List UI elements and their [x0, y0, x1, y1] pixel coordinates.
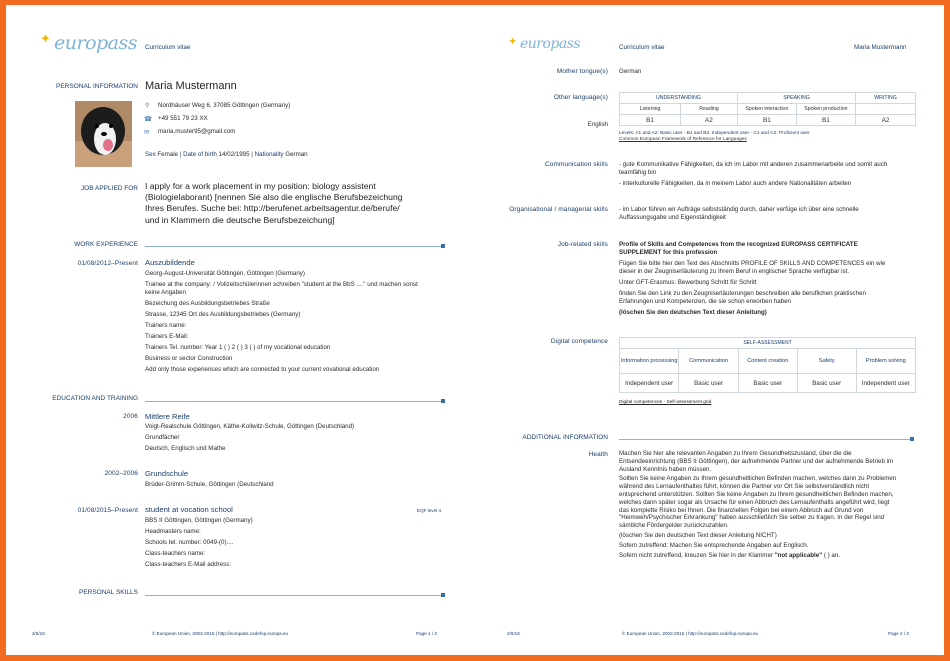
lang-level: B1 — [796, 115, 855, 126]
digital-self-assessment-link[interactable]: Digital competences - Self-assessment grid — [619, 400, 712, 405]
digital-level: Basic user — [797, 374, 856, 393]
job-related-line: finden Sie den Link zu den Zeugniserläuterungen beschreiben alle beruflichen praktischen — [619, 290, 866, 297]
digital-col-header: Information processing — [620, 349, 679, 374]
digital-level: Basic user — [738, 374, 797, 393]
education-details — [145, 517, 253, 569]
dob-label: Date of birth — [183, 151, 217, 158]
phone-text: +49 551 79 23 XX — [158, 115, 208, 122]
email-text[interactable]: maria.muster95@gmail.com — [158, 128, 236, 135]
other-languages-label: Other language(s) — [553, 94, 608, 101]
health-label: Health — [588, 451, 608, 458]
work-line: Georg-August-Universität Göttingen, Göttingen (Germany) — [145, 270, 305, 277]
work-line: Trainers E-Mail: — [145, 333, 189, 340]
digital-col-header: Safety — [797, 349, 856, 374]
job-related-line: Profile of Skills and Competences from the recognized EUROPASS CERTIFICATE — [619, 241, 858, 248]
lang-subheader — [856, 104, 916, 115]
organisational-line: - im Labor führen wir Aufträge selbstständig durch, daher verfüge ich über eine schnelle — [619, 206, 859, 213]
health-line: welches dann später sogar als Ursache für einen Abbruch des Lernaufenthalts angeführt wird, liegt — [619, 498, 890, 506]
section-rule — [145, 246, 441, 247]
language-note — [619, 131, 810, 143]
education-line: Voigt-Realschule Göttingen, Käthe-Kollwitz-Schule, Göttingen (Deutschland) — [145, 423, 355, 430]
phone-icon: ☎ — [144, 116, 153, 123]
education-date: 01/08/2015–Present — [77, 507, 138, 514]
work-date: 01/08/2012–Present — [77, 260, 138, 267]
organisational-skills-label: Organisational / managerial skills — [509, 206, 608, 213]
cv-page-1 — [6, 5, 476, 655]
personal-details-line — [145, 151, 308, 159]
health-line: das komplette Risiko bei Ihnen. Die finanziellen Folgen bei einem Abbruch auf Grund von — [619, 506, 864, 514]
lang-level: B1 — [620, 115, 681, 126]
digital-col-header: Problem solving — [856, 349, 915, 374]
education-date: 2002–2006 — [104, 470, 138, 477]
sex-label: Sex — [145, 151, 156, 158]
details-separator: | — [251, 151, 253, 158]
nationality-label: Nationality — [254, 151, 284, 158]
job-related-skills-label: Job-related skills — [557, 241, 608, 248]
section-marker-icon — [441, 244, 445, 248]
lang-subheader: Reading — [680, 104, 737, 115]
self-assessment-header: SELF-ASSESSMENT — [620, 338, 916, 349]
language-levels-note: Levels: A1 and A2: Basic user - B1 and B2: Independent user - C1 and C2: Proficient user — [619, 131, 810, 136]
profile-photo — [75, 101, 132, 167]
job-applied-line: (Biologielaborant) [nennen Sie also die englische Berufsbezeichung — [145, 192, 403, 203]
communication-line: teamfähig bin — [619, 169, 657, 176]
health-line: sämtliche Fördergelder zurückzuzahlen. — [619, 522, 729, 530]
job-applied-text — [145, 181, 403, 226]
work-line: Add only those experiences which are connected to your current vovational education — [145, 366, 380, 373]
lang-subheader: Spoken interaction — [737, 104, 796, 115]
communication-skills-text — [619, 161, 919, 188]
footer-page-number: Page 2 / 2 — [888, 631, 909, 636]
communication-line: - gute Kommunikative Fähigkeiten, da ich im Labor mit anderen zusammenarbeite und somit auch — [619, 161, 888, 168]
education-title: Mittlere Reife — [145, 412, 190, 421]
personal-skills-label: PERSONAL SKILLS — [78, 589, 138, 596]
job-related-line: dieser in der Zeugniserläuterung zu Ihrem Beruf in englischer Sprache verfügbar ist. — [619, 268, 850, 275]
lang-subheader: Spoken production — [796, 104, 855, 115]
job-related-line: SUPPLEMENT for this profession — [619, 249, 718, 256]
communication-skills-label: Communication skills — [544, 161, 608, 168]
doc-title: Curriculum vitae — [619, 44, 665, 51]
work-line: Strasse, 12345 Ort des Ausbildungsbetriebes (Germany) — [145, 311, 301, 318]
health-line: (löschen Sie den deutschen Text dieser Anleitung NICHT) — [619, 531, 777, 539]
footer-copyright[interactable]: © European Union, 2002-2015 | http://europass.cedefop.europa.eu — [622, 631, 759, 636]
eqf-level-badge: EQF level 4 — [417, 508, 441, 513]
health-line: Sofern zutreffend: Machen Sie entsprechende Angaben auf Englisch. — [619, 541, 809, 549]
digital-level: Basic user — [679, 374, 738, 393]
lang-level: B1 — [737, 115, 796, 126]
job-related-line: Erfahrungen und Kompetenzen, die sie schon erworben haben — [619, 298, 791, 305]
education-date: 2006 — [123, 413, 138, 420]
lang-level: A2 — [680, 115, 737, 126]
mother-tongue-value: German — [619, 68, 642, 75]
header-name: Maria Mustermann — [854, 44, 907, 51]
education-line: Class-teachers name: — [145, 550, 206, 557]
footer-page-number: Page 1 / 2 — [416, 631, 437, 636]
job-applied-line: Ihres Berufes. Suche bei: http://berufenet.arbeitsagentur.de/berufe/ — [145, 203, 400, 214]
europass-logo: europass — [520, 36, 581, 52]
education-line: Headmasters name: — [145, 528, 201, 535]
language-table — [619, 92, 916, 126]
not-applicable-text: "not applicable" — [774, 551, 823, 559]
health-line: "Heimweh/Psychischer Erkrankung" haben ausschließlich Sie selber zu tragen. In der Regel sind — [619, 514, 885, 522]
health-line: Sollten Sie keine Angaben zu Ihrem gesundheitlichen Befinden machen, welches dann zu Problemen — [619, 475, 897, 483]
work-title: Auszubildende — [145, 258, 195, 267]
lang-subheader: Listening — [620, 104, 681, 115]
footer-date: 2/6/16 — [507, 631, 520, 636]
health-line-part: ( ) an. — [822, 551, 841, 559]
europass-star-icon: ✦ — [40, 31, 51, 46]
profile-photo-image — [75, 101, 132, 167]
health-line: Machen Sie hier alle relevanten Angaben zu Ihrem Gesundheitszustand, über die die — [619, 450, 852, 457]
job-applied-line: und in Klammern die deutsche Berufsbezeichung] — [145, 214, 335, 225]
lang-header: WRITING — [856, 93, 916, 104]
lang-header: SPEAKING — [737, 93, 855, 104]
digital-competence-table — [619, 337, 916, 393]
health-line-part: Sofern nicht zutreffend, kreuzen Sie hier in der Klammer — [619, 551, 775, 559]
sex-value: Female — [157, 151, 179, 158]
education-details — [145, 423, 354, 453]
health-line: während des Lernaufenthaltes führt, können die Partner vor Ort Sie selbstverständlich nicht — [619, 483, 870, 491]
digital-level: Independent user — [620, 374, 679, 393]
section-rule — [619, 439, 910, 440]
health-line: Entsendeeinrichtung (BBS II Göttingen), der aufnehmende Partner und der aufnehmende Betrieb im — [619, 457, 894, 465]
dob-value: 14/02/1995 — [218, 151, 250, 158]
email-icon: ✉ — [144, 129, 150, 136]
education-line: Brüder-Grimm-Schule, Göttingen (Deutschland — [145, 481, 274, 488]
digital-level: Independent user — [856, 374, 915, 393]
nationality-value: German — [285, 151, 308, 158]
mother-tongue-label: Mother tongue(s) — [556, 68, 608, 75]
lang-level: A2 — [856, 115, 916, 126]
organisational-line: Auffassungsgabe und Eigenständigkeit — [619, 214, 726, 221]
digital-col-header: Content creation — [738, 349, 797, 374]
work-line: Trainers name: — [145, 322, 187, 329]
work-line: Business or sector Construction — [145, 355, 233, 362]
location-icon: ⚲ — [145, 103, 150, 109]
education-line: Class-teachers E-Mail address: — [145, 561, 231, 568]
europass-star-icon: ✦ — [508, 36, 518, 48]
section-marker-icon — [441, 593, 445, 597]
education-line: Grundfächer — [145, 434, 180, 441]
lang-header: UNDERSTANDING — [620, 93, 738, 104]
health-text — [619, 450, 919, 559]
education-title: Grundschule — [145, 469, 189, 478]
health-line: Ausland Kenntnis haben müssen. — [619, 465, 712, 473]
additional-information-label: ADDITIONAL INFORMATION — [522, 434, 608, 441]
language-name: English — [587, 121, 608, 128]
doc-title: Curriculum vitae — [145, 44, 191, 51]
footer-date: 2/6/16 — [32, 631, 45, 636]
organisational-skills-text — [619, 206, 919, 222]
footer-copyright[interactable]: © European Union, 2002-2015 | http://europass.cedefop.europa.eu — [152, 631, 289, 636]
education-line: Deutsch, Englisch und Mathe — [145, 445, 226, 452]
health-line — [619, 552, 919, 560]
work-line: Bezeichung des Ausbildungsbetriebes Straße — [145, 300, 270, 307]
section-rule — [145, 401, 441, 402]
education-title: student at vocation school — [145, 505, 233, 514]
education-line: Schools tel. number: 0049-(0).... — [145, 539, 234, 546]
details-separator: | — [179, 151, 182, 158]
person-name: Maria Mustermann — [145, 80, 237, 92]
personal-info-label: PERSONAL INFORMATION — [56, 83, 138, 90]
job-related-skills-text — [619, 241, 919, 317]
section-marker-icon — [910, 437, 914, 441]
work-line: keine Angaben — [145, 289, 186, 296]
address-text: Nordhäuser Weg 6, 37085 Göttingen (Germany) — [158, 102, 291, 109]
digital-competence-label: Digital competence — [550, 338, 608, 345]
education-line: BBS II Göttingen, Göttingen (Germany) — [145, 517, 253, 524]
communication-line: - interkulturelle Fähigkeiten, da in meinem Labor auch andere Nationalitäten arbeiten — [619, 180, 852, 187]
work-details — [145, 270, 450, 374]
work-experience-label: WORK EXPERIENCE — [74, 241, 138, 248]
job-applied-label: JOB APPLIED FOR — [80, 185, 138, 192]
cv-page-2 — [476, 5, 945, 655]
cefr-link[interactable]: Common European Framework of Reference for Languages — [619, 137, 747, 142]
work-line: Trainee at the company: / Vollzeitschülerinnen schreiben "student at the BbS ...." und machen sonst — [145, 281, 418, 288]
work-line: Trainers Tel. number: Year 1 ( ) 2 ( ) 3 ( ) of my vocational education — [145, 344, 331, 351]
job-applied-line: I apply for a work placement in my position: biology assistent — [145, 181, 376, 191]
job-related-line: (löschen Sie den deutschen Text dieser Anleitung) — [619, 309, 767, 316]
job-related-line: Unter GFT-Erasmus: Bewerbung Schritt für Schritt — [619, 279, 757, 286]
job-related-line: Fügen Sie bitte hier den Text des Abschnitts PROFILE OF SKILLS AND COMPETENCES ein wie — [619, 260, 886, 267]
digital-col-header: Communication — [679, 349, 738, 374]
europass-logo: europass — [54, 32, 137, 54]
health-line: entsprechend unterstützen. Sollten Sie keine Angaben zu Ihrem gesundheitlichen Befinden machen, — [619, 490, 894, 498]
education-label: EDUCATION AND TRAINING — [52, 395, 138, 402]
section-rule — [145, 595, 441, 596]
section-marker-icon — [441, 399, 445, 403]
